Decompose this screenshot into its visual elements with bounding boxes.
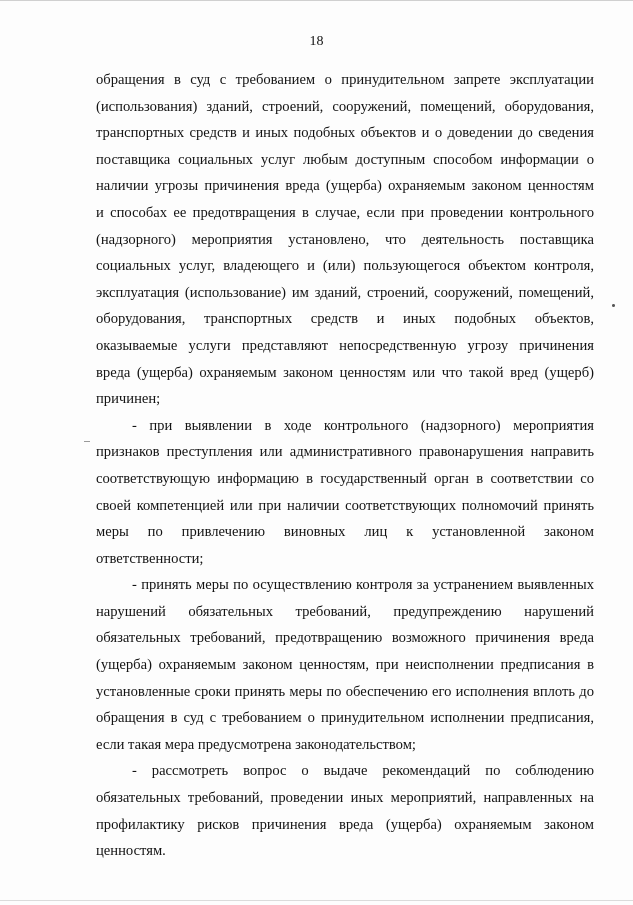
- text-line: (надзорного) мероприятия установлено, что деятельность поставщика: [96, 231, 594, 248]
- text-line: - при выявлении в ходе контрольного (надзорного) мероприятия: [132, 417, 594, 434]
- text-line: социальных услуг, владеющего и (или) пользующегося объектом контроля,: [96, 258, 594, 275]
- text-line: нарушений обязательных требований, предупреждению нарушений: [96, 603, 594, 620]
- scan-mark-dot: [612, 304, 615, 307]
- text-line: оборудования, транспортных средств и иных подобных объектов,: [96, 311, 594, 328]
- page-number: 18: [309, 34, 324, 49]
- text-line: обращения в суд с требованием о принудительном запрете эксплуатации: [96, 72, 594, 88]
- text-line: обращения в суд с требованием о принудительном исполнении предписания,: [96, 710, 594, 727]
- scan-edge-top: [0, 0, 633, 1]
- text-line: причинен;: [96, 391, 161, 408]
- text-line: ответственности;: [96, 550, 204, 567]
- text-line: обязательных требований, предотвращению возможного причинения вреда: [96, 630, 594, 647]
- text-line: установленные сроки принять меры по обеспечению его исполнения вплоть до: [96, 683, 594, 700]
- scan-mark-dash: [84, 441, 90, 442]
- text-line: профилактику рисков причинения вреда (ущерба) охраняемым законом: [96, 816, 594, 833]
- text-line: оказываемые услуги представляют непосредственную угрозу причинения: [96, 337, 594, 354]
- text-line: поставщика социальных услуг любым доступным способом информации о: [96, 151, 594, 168]
- text-line: соответствующую информацию в государственный орган в соответствии со: [96, 470, 594, 487]
- text-line: если такая мера предусмотрена законодательством;: [96, 736, 416, 753]
- text-line: вреда (ущерба) охраняемым законом ценностям или что такой вред (ущерб): [96, 364, 594, 381]
- text-line: обязательных требований, проведении иных мероприятий, направленных на: [96, 790, 594, 807]
- text-line: (использования) зданий, строений, сооружений, помещений, оборудования,: [96, 98, 594, 115]
- text-line: признаков преступления или административного правонарушения направить: [96, 444, 594, 461]
- text-line: (ущерба) охраняемым законом ценностям, при неисполнении предписания в: [96, 657, 594, 674]
- text-line: и способах ее предотвращения в случае, если при проведении контрольного: [96, 204, 594, 221]
- document-body: [96, 67, 594, 865]
- text-line: транспортных средств и иных подобных объектов и о доведении до сведения: [96, 125, 594, 142]
- text-line: меры по привлечению виновных лиц к установленной законом: [96, 524, 594, 541]
- scan-edge-bottom: [0, 900, 633, 901]
- text-line: ценностям.: [96, 843, 166, 860]
- text-line: наличии угрозы причинения вреда (ущерба) охраняемым законом ценностям: [96, 178, 594, 195]
- text-line: - рассмотреть вопрос о выдаче рекомендаций по соблюдению: [132, 763, 594, 780]
- text-line: своей компетенцией или при наличии соответствующих полномочий принять: [96, 497, 594, 514]
- text-line: - принять меры по осуществлению контроля за устранением выявленных: [132, 577, 594, 594]
- text-line: эксплуатация (использование) им зданий, строений, сооружений, помещений,: [96, 284, 594, 301]
